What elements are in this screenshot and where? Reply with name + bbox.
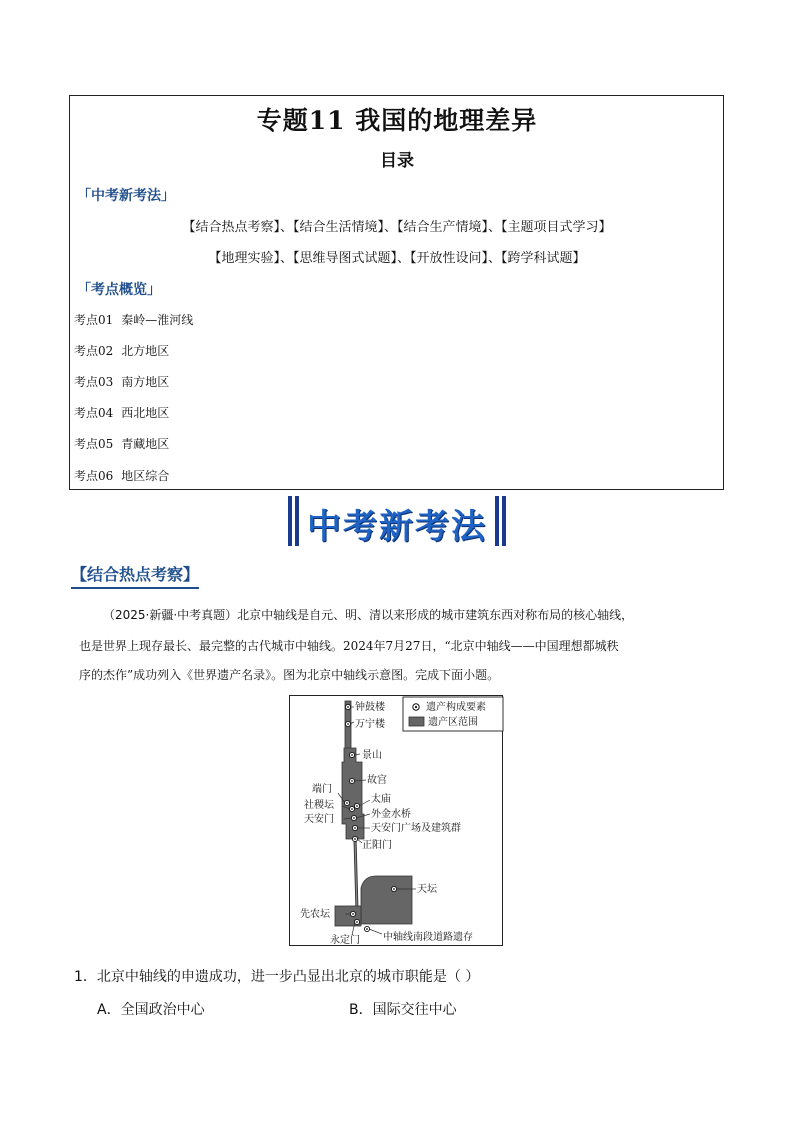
overview-item[interactable]: 考点06 地区综合 [74, 469, 170, 483]
label-gugong: 故宫 [367, 775, 387, 786]
label-tiananmen: 天安门 [304, 814, 334, 825]
overview-item[interactable]: 考点01 秦岭—淮河线 [74, 313, 194, 327]
legend-area-label: 遗产区范围 [428, 717, 478, 728]
legend-point-dot [415, 706, 417, 708]
toc-title: 目录 [380, 151, 414, 171]
new-methods-line-1: 【结合热点考察】、【结合生活情境】、【结合生产情境】、【主题项目式学习】 [182, 220, 612, 235]
label-taimiao: 太庙 [371, 794, 391, 805]
axis-map-figure [289, 695, 503, 946]
axis-map-svg [290, 696, 504, 947]
legend-point-label: 遗产构成要素 [426, 702, 486, 713]
passage-line-1: （2025·新疆·中考真题）北京中轴线是自元、明、清以来形成的城市建筑东西对称布局的核心轴线， [103, 608, 634, 622]
page-title: 专题11 我国的地理差异 [256, 106, 538, 135]
passage-line-3: 序的杰作”成功列入《世界遗产名录》。图为北京中轴线示意图。完成下面小题。 [79, 668, 500, 682]
option-a[interactable]: A．全国政治中心 [97, 1002, 205, 1018]
passage-source: （2025·新疆·中考真题） [103, 608, 238, 622]
option-b[interactable]: B．国际交往中心 [349, 1002, 457, 1018]
label-sheji: 社稷坛 [304, 800, 334, 811]
overview-item[interactable]: 考点05 青藏地区 [74, 437, 170, 451]
label-tiantan: 天坛 [417, 884, 437, 895]
label-zhonggulou: 钟鼓楼 [355, 702, 385, 713]
banner-text: 中考新考法 [307, 507, 487, 547]
label-xiannongtan: 先农坛 [300, 909, 330, 920]
section-heading: 【结合热点考察】 [71, 562, 199, 589]
label-nanduan: 中轴线南段道路遗存 [383, 932, 473, 943]
passage-line-2: 也是世界上现存最长、最完整的古代城市中轴线。2024年7月27日，“北京中轴线——中国理想都城秩 [79, 639, 619, 653]
overview-item[interactable]: 考点02 北方地区 [74, 344, 170, 358]
new-methods-heading: 「中考新考法」 [77, 188, 175, 204]
section-banner [288, 493, 506, 549]
overview-item[interactable]: 考点04 西北地区 [74, 406, 170, 420]
legend-area-symbol [409, 717, 424, 726]
label-waijinshuiqiao: 外金水桥 [371, 809, 411, 820]
label-guangchang: 天安门广场及建筑群 [371, 823, 461, 834]
label-yongdingmen: 永定门 [330, 935, 360, 946]
label-jingshan: 景山 [362, 750, 382, 761]
heritage-area-central [342, 748, 364, 839]
overview-item[interactable]: 考点03 南方地区 [74, 375, 170, 389]
question-1: 1．北京中轴线的申遗成功，进一步凸显出北京的城市职能是（ ） [74, 969, 480, 985]
new-methods-line-2: 【地理实验】、【思维导图式试题】、【开放性设问】、【跨学科试题】 [208, 251, 586, 266]
overview-heading: 「考点概览」 [77, 282, 161, 298]
heritage-area-tiantan [361, 876, 412, 924]
label-duanmen: 端门 [312, 784, 332, 795]
label-zhengyangmen: 正阳门 [362, 840, 392, 851]
label-wanninglou: 万宁楼 [355, 719, 385, 730]
